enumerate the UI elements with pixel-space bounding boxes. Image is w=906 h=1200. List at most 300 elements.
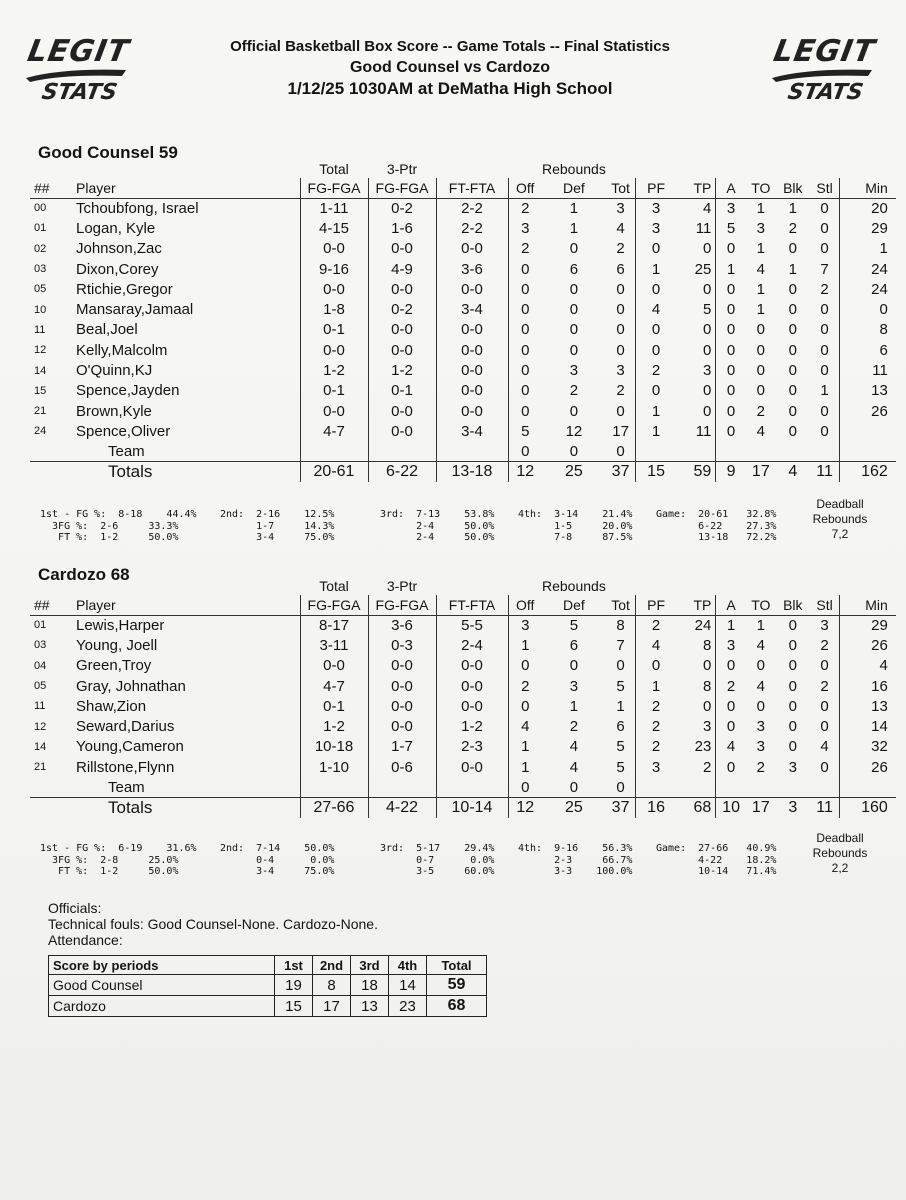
- header-row-columns: [30, 178, 896, 198]
- column-header-tot-reb: Tot: [606, 178, 636, 198]
- team-title-home: Good Counsel 59: [38, 143, 178, 162]
- ft-fta: 2-2: [436, 198, 508, 218]
- minutes: 29: [840, 218, 896, 238]
- personal-fouls: 3: [636, 198, 676, 218]
- assists: 0: [716, 279, 746, 299]
- ft-fta: 3-6: [436, 259, 508, 279]
- minutes: 11: [840, 360, 896, 380]
- blocks: 0: [788, 301, 797, 319]
- tot-reb: 0: [616, 442, 625, 460]
- minutes: 13: [840, 696, 896, 716]
- blocks: 2: [788, 219, 797, 237]
- jersey-number: [30, 798, 58, 819]
- total-points: 0: [702, 657, 712, 675]
- player-name: Spence,Oliver: [76, 422, 171, 440]
- assists: 0: [716, 696, 746, 716]
- blocks: 0: [788, 240, 797, 258]
- column-header-off-reb: Off: [508, 595, 542, 615]
- shooting-line: 13-18 72.2%: [656, 532, 777, 543]
- jersey-number: 12: [34, 344, 47, 357]
- jersey-number: [30, 462, 58, 483]
- minutes: [840, 442, 896, 462]
- off-reb: 0: [508, 696, 542, 716]
- header-group-cell: [606, 160, 636, 178]
- tot-reb: 6: [616, 718, 625, 736]
- three-fg-fga: 0-6: [368, 757, 436, 777]
- ft-fta: 2-4: [436, 635, 508, 655]
- personal-fouls: [636, 442, 676, 462]
- blocks: 0: [788, 341, 797, 359]
- three-fg-fga: 3-6: [368, 615, 436, 635]
- turnovers: 4: [756, 677, 765, 695]
- player-name: Johnson,Zac: [76, 240, 162, 258]
- assists: 3: [716, 635, 746, 655]
- fg-fga: 1-11: [300, 198, 368, 218]
- tot-reb: 5: [616, 677, 625, 695]
- header-group-cell: [716, 160, 746, 178]
- jersey-number: 14: [34, 364, 47, 377]
- header-group-cell: Rebounds: [542, 161, 606, 177]
- jersey-number: 11: [34, 323, 46, 336]
- shooting-line: 3FG %: 2-6 33.3%: [40, 520, 179, 532]
- def-reb: 4: [569, 738, 579, 756]
- header-group-cell: [840, 160, 896, 178]
- blocks: 0: [788, 402, 797, 420]
- jersey-number: 04: [34, 659, 47, 672]
- minutes: 26: [840, 757, 896, 777]
- player-name: Young,Cameron: [76, 738, 184, 756]
- player-name: Beal,Joel: [76, 321, 138, 339]
- tot-reb: 3: [616, 199, 625, 217]
- def-reb: 1: [569, 199, 579, 217]
- column-header-personal-fouls: PF: [636, 178, 676, 198]
- personal-fouls: 2: [636, 716, 676, 736]
- minutes: 16: [840, 676, 896, 696]
- header-group-cell: [30, 160, 58, 178]
- periods-team-row: [49, 975, 487, 996]
- three-fg-fga: 0-0: [368, 421, 436, 441]
- tot-reb: 0: [616, 341, 625, 359]
- player-row: [30, 676, 896, 696]
- total-points: 23: [694, 738, 712, 756]
- player-name: Gray, Johnathan: [76, 677, 186, 695]
- total-total-points: 68: [676, 798, 716, 819]
- three-fg-fga: 1-7: [368, 737, 436, 757]
- total-points: 8: [702, 677, 712, 695]
- fg-fga: 0-1: [300, 320, 368, 340]
- total-ft-fta: 10-14: [436, 798, 508, 819]
- three-fg-fga: 0-2: [368, 198, 436, 218]
- off-reb: 5: [508, 421, 542, 441]
- header-group-cell: Total: [319, 578, 349, 594]
- player-name: Rtichie,Gregor: [76, 280, 173, 298]
- assists: 0: [716, 239, 746, 259]
- tot-reb: 0: [616, 321, 625, 339]
- assists: 0: [716, 360, 746, 380]
- header-group-cell: [58, 160, 300, 178]
- off-reb: 0: [508, 777, 542, 797]
- column-header-ft-fta: FT-FTA: [436, 178, 508, 198]
- player-name: Logan, Kyle: [76, 219, 156, 237]
- tot-reb: 0: [616, 301, 625, 319]
- blocks: 3: [788, 758, 797, 776]
- column-header-jersey-number: ##: [30, 595, 58, 615]
- total-points: 0: [702, 697, 712, 715]
- header-group-cell: Total: [319, 161, 349, 177]
- column-header-off-reb: Off: [508, 178, 542, 198]
- player-name: Young, Joell: [76, 636, 158, 654]
- shooting-line: 10-14 71.4%: [656, 866, 777, 877]
- tot-reb: 8: [616, 616, 625, 634]
- period-total: 59: [427, 975, 487, 996]
- total-points: 11: [695, 219, 712, 237]
- personal-fouls: 0: [636, 381, 676, 401]
- total-fg-fga: 27-66: [300, 798, 368, 819]
- off-reb: 1: [508, 737, 542, 757]
- minutes: 1: [840, 239, 896, 259]
- turnovers: 4: [756, 260, 765, 278]
- shooting-line: 3-4 75.0%: [220, 866, 335, 877]
- player-row: [30, 218, 896, 238]
- shooting-line: 3rd: 7-13 53.8%: [380, 509, 495, 520]
- minutes: 32: [840, 737, 896, 757]
- ft-fta: [436, 442, 508, 462]
- header-group-cell: [636, 577, 676, 595]
- assists: 0: [716, 716, 746, 736]
- ft-fta: 2-3: [436, 737, 508, 757]
- assists: 5: [716, 218, 746, 238]
- minutes: 20: [840, 198, 896, 218]
- player-row: [30, 716, 896, 736]
- jersey-number: 24: [34, 425, 47, 438]
- minutes: 24: [840, 279, 896, 299]
- turnovers: 0: [756, 382, 765, 400]
- shooting-line: 7-8 87.5%: [518, 532, 633, 543]
- player-name: Kelly,Malcolm: [76, 341, 168, 359]
- off-reb: 2: [508, 239, 542, 259]
- jersey-number: 03: [34, 263, 47, 276]
- steals: 0: [820, 422, 829, 440]
- team-rebounds-row: [30, 777, 896, 797]
- team-rebounds-row: [30, 442, 896, 462]
- steals: [810, 442, 840, 462]
- assists: 0: [716, 320, 746, 340]
- total-points: 0: [702, 341, 712, 359]
- player-name: O'Quinn,KJ: [76, 362, 153, 380]
- fg-fga: [300, 777, 368, 797]
- personal-fouls: 4: [636, 635, 676, 655]
- assists: 0: [716, 299, 746, 319]
- player-name: Spence,Jayden: [76, 382, 180, 400]
- turnovers: 1: [756, 301, 765, 319]
- total-points: 11: [695, 422, 712, 440]
- three-fg-fga: 0-0: [368, 676, 436, 696]
- jersey-number: 05: [34, 283, 47, 296]
- blocks: 0: [788, 280, 797, 298]
- fg-fga: 0-1: [300, 696, 368, 716]
- legit-stats-logo-right: [768, 30, 878, 120]
- total-minutes: 162: [840, 462, 896, 483]
- personal-fouls: 2: [636, 360, 676, 380]
- game-datetime-location: 1/12/25 1030AM at DeMatha High School: [287, 79, 613, 98]
- total-blocks: 4: [776, 462, 810, 483]
- total-points: 0: [702, 240, 712, 258]
- shooting-line: 3rd: 5-17 29.4%: [380, 843, 495, 854]
- minutes: 0: [840, 299, 896, 319]
- jersey-number: 01: [34, 619, 47, 632]
- jersey-number: [30, 442, 58, 462]
- tot-reb: 4: [616, 219, 625, 237]
- player-row: [30, 401, 896, 421]
- turnovers: 0: [756, 657, 765, 675]
- column-header-fg-fga: FG-FGA: [300, 178, 368, 198]
- blocks: 0: [788, 657, 797, 675]
- technical-fouls: Technical fouls: Good Counsel-None. Cardozo-None.: [48, 916, 378, 932]
- total-points: 25: [694, 260, 712, 278]
- total-off-reb: 12: [508, 798, 542, 819]
- total-points: [676, 442, 716, 462]
- personal-fouls: 2: [636, 737, 676, 757]
- player-name: Shaw,Zion: [76, 697, 147, 715]
- periods-header-row: [49, 956, 487, 975]
- fg-fga: 4-15: [300, 218, 368, 238]
- turnovers: 4: [756, 636, 765, 654]
- total-tot-reb: 37: [606, 462, 636, 483]
- steals: 2: [820, 636, 829, 654]
- ft-fta: [436, 777, 508, 797]
- fg-fga: 9-16: [300, 259, 368, 279]
- column-header-ft-fta: FT-FTA: [436, 595, 508, 615]
- shooting-line: Game: 20-61 32.8%: [656, 509, 777, 520]
- jersey-number: [30, 777, 58, 797]
- tot-reb: 7: [616, 636, 625, 654]
- steals: 0: [820, 362, 829, 380]
- assists: 0: [716, 381, 746, 401]
- shooting-line: 1st - FG %: 6-19 31.6%: [40, 843, 197, 854]
- totals-row: [30, 798, 896, 819]
- header-group-cell: [676, 577, 716, 595]
- total-steals: 11: [810, 798, 840, 819]
- fg-fga: 1-2: [300, 716, 368, 736]
- ft-fta: 0-0: [436, 381, 508, 401]
- blocks: 0: [788, 382, 797, 400]
- column-header-three-fg-fga: FG-FGA: [368, 178, 436, 198]
- steals: 0: [820, 240, 829, 258]
- team-label: Team: [108, 442, 145, 460]
- column-header-tot-reb: Tot: [606, 595, 636, 615]
- player-row: [30, 239, 896, 259]
- period-team-name: Cardozo: [49, 996, 275, 1017]
- off-reb: 2: [508, 676, 542, 696]
- total-assists: 9: [716, 462, 746, 483]
- header-group-cell: [840, 577, 896, 595]
- player-row: [30, 279, 896, 299]
- ft-fta: 0-0: [436, 401, 508, 421]
- header-group-cell: [676, 160, 716, 178]
- fg-fga: 10-18: [300, 737, 368, 757]
- assists: 0: [716, 421, 746, 441]
- def-reb: 3: [569, 677, 579, 695]
- turnovers: [746, 777, 776, 797]
- shooting-line: FT %: 1-2 50.0%: [40, 532, 179, 543]
- shooting-line: 2-4 50.0%: [380, 532, 495, 543]
- header-group-cell: [508, 577, 542, 595]
- deadball-line: Rebounds: [812, 512, 868, 526]
- jersey-number: 03: [34, 639, 47, 652]
- player-row: [30, 635, 896, 655]
- jersey-number: 01: [34, 222, 47, 235]
- total-fg-fga: 20-61: [300, 462, 368, 483]
- matchup: Good Counsel vs Cardozo: [349, 59, 550, 76]
- header-group-cell: [30, 577, 58, 595]
- total-points: 8: [702, 636, 712, 654]
- legit-stats-logo-left: [22, 30, 132, 120]
- steals: 0: [820, 199, 829, 217]
- steals: 0: [820, 219, 829, 237]
- header-group-cell: [58, 577, 300, 595]
- total-blocks: 3: [776, 798, 810, 819]
- steals: 2: [820, 280, 829, 298]
- minutes: 13: [840, 381, 896, 401]
- off-reb: 0: [508, 401, 542, 421]
- minutes: [840, 777, 896, 797]
- steals: 3: [820, 616, 829, 634]
- player-row: [30, 421, 896, 441]
- total-tot-reb: 37: [606, 798, 636, 819]
- def-reb: 6: [569, 260, 579, 278]
- assists: 0: [716, 401, 746, 421]
- personal-fouls: 0: [636, 656, 676, 676]
- minutes: 6: [840, 340, 896, 360]
- column-header-turnovers: TO: [746, 595, 776, 615]
- minutes: 26: [840, 635, 896, 655]
- shooting-line: 4-22 18.2%: [656, 854, 777, 866]
- total-points: 2: [702, 758, 712, 776]
- def-reb: 0: [569, 280, 579, 298]
- ft-fta: 0-0: [436, 340, 508, 360]
- officials-label: Officials:: [48, 900, 102, 916]
- player-row: [30, 381, 896, 401]
- player-row: [30, 615, 896, 635]
- fg-fga: 4-7: [300, 676, 368, 696]
- column-header-player-name: Player: [58, 595, 300, 615]
- assists: [716, 442, 746, 462]
- turnovers: 1: [756, 199, 765, 217]
- fg-fga: 0-0: [300, 340, 368, 360]
- three-fg-fga: 4-9: [368, 259, 436, 279]
- fg-fga: 8-17: [300, 615, 368, 635]
- turnovers: 1: [756, 240, 765, 258]
- off-reb: 0: [508, 259, 542, 279]
- def-reb: 0: [569, 341, 579, 359]
- jersey-number: 10: [34, 303, 47, 316]
- fourth-quarter-shooting: [518, 509, 632, 544]
- tot-reb: 0: [616, 280, 625, 298]
- def-reb: 2: [569, 718, 579, 736]
- three-fg-fga: 0-1: [368, 381, 436, 401]
- personal-fouls: 1: [636, 421, 676, 441]
- header-group-cell: [606, 577, 636, 595]
- total-assists: 10: [716, 798, 746, 819]
- header-group-cell: [746, 160, 776, 178]
- steals: 0: [820, 341, 829, 359]
- column-header-fg-fga: FG-FGA: [300, 595, 368, 615]
- header-group-cell: [746, 577, 776, 595]
- total-points: 0: [702, 402, 712, 420]
- blocks: 0: [788, 738, 797, 756]
- minutes: 29: [840, 615, 896, 635]
- def-reb: 6: [569, 636, 579, 654]
- tot-reb: 5: [616, 758, 625, 776]
- period-score: 13: [351, 996, 389, 1017]
- jersey-number: 21: [34, 761, 47, 774]
- steals: [810, 777, 840, 797]
- off-reb: 0: [508, 320, 542, 340]
- total-total-points: 59: [676, 462, 716, 483]
- three-fg-fga: 1-2: [368, 360, 436, 380]
- assists: 0: [716, 340, 746, 360]
- header-group-cell: Rebounds: [542, 578, 606, 594]
- ft-fta: 0-0: [436, 360, 508, 380]
- column-header-blocks: Blk: [776, 178, 810, 198]
- three-fg-fga: [368, 442, 436, 462]
- jersey-number: 11: [34, 700, 46, 713]
- team-title-away: Cardozo 68: [38, 565, 130, 584]
- personal-fouls: 3: [636, 757, 676, 777]
- deadball-line: 7,2: [831, 527, 849, 541]
- ft-fta: 0-0: [436, 676, 508, 696]
- minutes: 24: [840, 259, 896, 279]
- column-header-blocks: Blk: [776, 595, 810, 615]
- turnovers: 2: [756, 758, 765, 776]
- third-quarter-shooting: [380, 843, 494, 878]
- period-header: 2nd: [313, 956, 351, 975]
- jersey-number: 02: [34, 242, 47, 255]
- three-fg-fga: 0-0: [368, 320, 436, 340]
- header-row-groups: [30, 577, 896, 595]
- period-header: 4th: [389, 956, 427, 975]
- turnovers: 0: [756, 362, 765, 380]
- header-group-cell: [810, 160, 840, 178]
- team-label: Team: [108, 778, 145, 796]
- player-row: [30, 259, 896, 279]
- first-quarter-shooting: [40, 509, 197, 544]
- player-name: Tchoubfong, Israel: [76, 199, 199, 217]
- three-fg-fga: 0-0: [368, 401, 436, 421]
- three-fg-fga: 0-0: [368, 340, 436, 360]
- fg-fga: 4-7: [300, 421, 368, 441]
- fg-fga: 0-1: [300, 381, 368, 401]
- tot-reb: 17: [612, 422, 629, 440]
- off-reb: 0: [508, 340, 542, 360]
- report-header: [150, 36, 750, 99]
- header-group-cell: [636, 160, 676, 178]
- total-ft-fta: 13-18: [436, 462, 508, 483]
- deadball-rebounds: [800, 497, 880, 542]
- report-title: Official Basketball Box Score -- Game Totals -- Final Statistics: [230, 38, 670, 55]
- tot-reb: 5: [616, 738, 625, 756]
- first-quarter-shooting: [40, 843, 197, 878]
- total-three-fg-fga: 4-22: [368, 798, 436, 819]
- player-row: [30, 696, 896, 716]
- three-fg-fga: 0-0: [368, 656, 436, 676]
- personal-fouls: [636, 777, 676, 797]
- steals: 0: [820, 301, 829, 319]
- turnovers: 4: [756, 422, 765, 440]
- logo-text-stats: STATS: [785, 80, 866, 105]
- column-header-steals: Stl: [810, 595, 840, 615]
- shooting-line: 1-7 14.3%: [220, 520, 335, 532]
